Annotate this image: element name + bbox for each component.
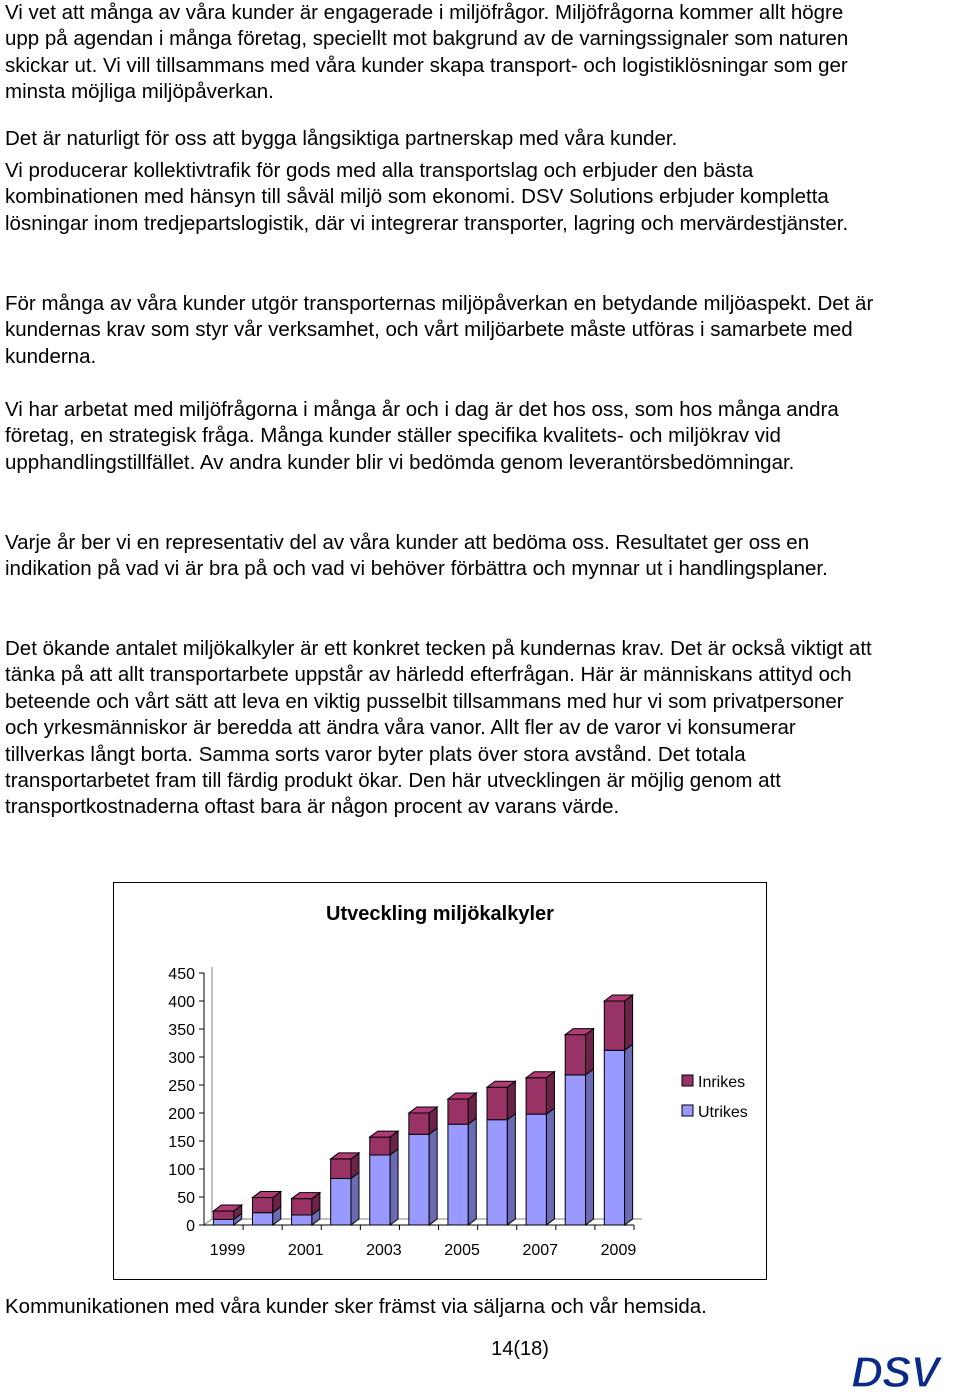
bar-segment-inrikes xyxy=(487,1087,507,1119)
bar-segment-utrikes xyxy=(370,1155,390,1225)
bar-side-inrikes xyxy=(586,1029,594,1075)
bar-segment-inrikes xyxy=(252,1198,272,1213)
x-tick-label: 2007 xyxy=(522,1242,559,1259)
bar-segment-utrikes xyxy=(213,1219,233,1225)
x-tick-label: 2001 xyxy=(287,1242,324,1259)
paragraph-collective-traffic: Vi producerar kollektivtrafik för gods med alla transportslag och erbjuder den bästa kombinationen med hänsyn till såväl miljö som ekonomi. DSV Solutions erbjuder kompletta lösningar inom tredjepartslogistik, där vi integrerar transporter, lagring och mervärdestjänster. xyxy=(5,159,849,235)
bar-segment-utrikes xyxy=(604,1050,624,1225)
dsv-logo xyxy=(833,1351,957,1396)
chart-title: Utveckling miljökalkyler xyxy=(326,903,554,925)
bar-side-utrikes xyxy=(351,1173,359,1225)
bar-side-inrikes xyxy=(546,1072,554,1114)
y-tick-label: 300 xyxy=(168,1050,195,1067)
paragraph-communication: Kommunikationen med våra kunder sker främst via säljarna och vår hemsida. xyxy=(5,1295,707,1318)
bar-segment-inrikes xyxy=(409,1113,429,1134)
x-tick-label: 2009 xyxy=(600,1242,637,1259)
bar-segment-inrikes xyxy=(213,1211,233,1219)
bar-side-utrikes xyxy=(625,1044,633,1225)
bar-segment-utrikes xyxy=(252,1213,272,1225)
y-tick-label: 250 xyxy=(168,1078,195,1095)
bar-segment-inrikes xyxy=(292,1199,312,1215)
x-tick-label: 2003 xyxy=(366,1242,402,1259)
y-tick-label: 450 xyxy=(168,966,195,983)
stacked-bar-chart xyxy=(114,883,766,1279)
x-tick-label: 1999 xyxy=(209,1242,246,1259)
bar-segment-inrikes xyxy=(565,1035,585,1075)
y-tick-label: 50 xyxy=(177,1190,195,1207)
chart-container xyxy=(113,882,767,1280)
bar-segment-utrikes xyxy=(487,1120,507,1225)
y-tick-label: 150 xyxy=(168,1134,195,1151)
bar-side-inrikes xyxy=(625,995,633,1050)
paragraph-environmental-aspect: För många av våra kunder utgör transporternas miljöpåverkan en betydande miljöaspekt. Det är kundernas krav som styr vår verksamhet, och vårt miljöarbete måste utföras i samarbete med kunderna. xyxy=(5,292,874,368)
page-number: 14(18) xyxy=(491,1338,549,1360)
y-tick-label: 350 xyxy=(168,1022,195,1039)
bar-side-utrikes xyxy=(390,1149,398,1225)
legend-swatch-inrikes xyxy=(682,1075,693,1086)
bar-segment-utrikes xyxy=(331,1179,351,1225)
paragraph-engagement: Vi vet att många av våra kunder är engagerade i miljöfrågor. Miljöfrågorna kommer allt högre upp på agendan i många företag, speciellt mot bakgrund av de varningssignaler som naturen skickar ut. Vi vill tillsammans med våra kunder skapa transport- och logistiklösningar som ger minsta möjliga miljöpåverkan. xyxy=(5,1,849,104)
bar-segment-utrikes xyxy=(526,1114,546,1225)
bar-side-utrikes xyxy=(586,1069,594,1225)
bar-side-inrikes xyxy=(507,1081,515,1119)
y-tick-label: 400 xyxy=(168,994,195,1011)
paragraph-strategic-question: Vi har arbetat med miljöfrågorna i många år och i dag är det hos oss, som hos många andra företag, en strategisk fråga. Många kunder ställer specifika kvalitets- och miljökrav vid upphandlingstillfället. Av andra kunder blir vi bedömda genom leverantörsbedömningar. xyxy=(5,398,839,474)
bar-segment-inrikes xyxy=(526,1078,546,1114)
bar-side-utrikes xyxy=(429,1128,437,1225)
paragraph-environmental-calculations: Det ökande antalet miljökalkyler är ett konkret tecken på kundernas krav. Det är också viktigt att tänka på att allt transportarbete uppstår av härledd efterfrågan. Här är människans attityd och beteende och vårt sätt att leva en viktig pusselbit tillsammans med hur vi som privatpersoner och yrkesmänniskor är beredda att ändra våra vanor. Allt fler av de varor vi konsumerar tillverkas långt borta. Samma sorts varor byter plats över stora avstånd. Det totala transportarbetet fram till färdig produkt ökar. Den här utvecklingen är möjlig genom att transportkostnaderna oftast bara är någon procent av varans värde. xyxy=(5,637,872,819)
legend-swatch-utrikes xyxy=(682,1105,693,1116)
x-tick-label: 2005 xyxy=(444,1242,480,1259)
bar-segment-inrikes xyxy=(448,1099,468,1124)
dsv-logo-text: DSV xyxy=(851,1351,939,1391)
y-tick-label: 0 xyxy=(186,1218,195,1235)
bar-segment-inrikes xyxy=(604,1001,624,1050)
bar-segment-inrikes xyxy=(370,1137,390,1155)
paragraph-customer-survey: Varje år ber vi en representativ del av våra kunder att bedöma oss. Resultatet ger oss en indikation på vad vi är bra på och vad vi behöver förbättra och mynnar ut i handlingsplaner. xyxy=(5,531,828,581)
legend-label-utrikes: Utrikes xyxy=(698,1104,748,1121)
bar-segment-utrikes xyxy=(448,1124,468,1225)
bar-side-utrikes xyxy=(546,1108,554,1225)
bar-segment-utrikes xyxy=(565,1075,585,1225)
bar-segment-inrikes xyxy=(331,1159,351,1179)
y-tick-label: 100 xyxy=(168,1162,195,1179)
bar-segment-utrikes xyxy=(292,1215,312,1225)
y-tick-label: 200 xyxy=(168,1106,195,1123)
bar-segment-utrikes xyxy=(409,1134,429,1225)
bar-side-utrikes xyxy=(507,1114,515,1225)
bar-side-utrikes xyxy=(468,1118,476,1225)
legend-label-inrikes: Inrikes xyxy=(698,1074,746,1091)
paragraph-partnership: Det är naturligt för oss att bygga långsiktiga partnerskap med våra kunder. xyxy=(5,127,678,150)
